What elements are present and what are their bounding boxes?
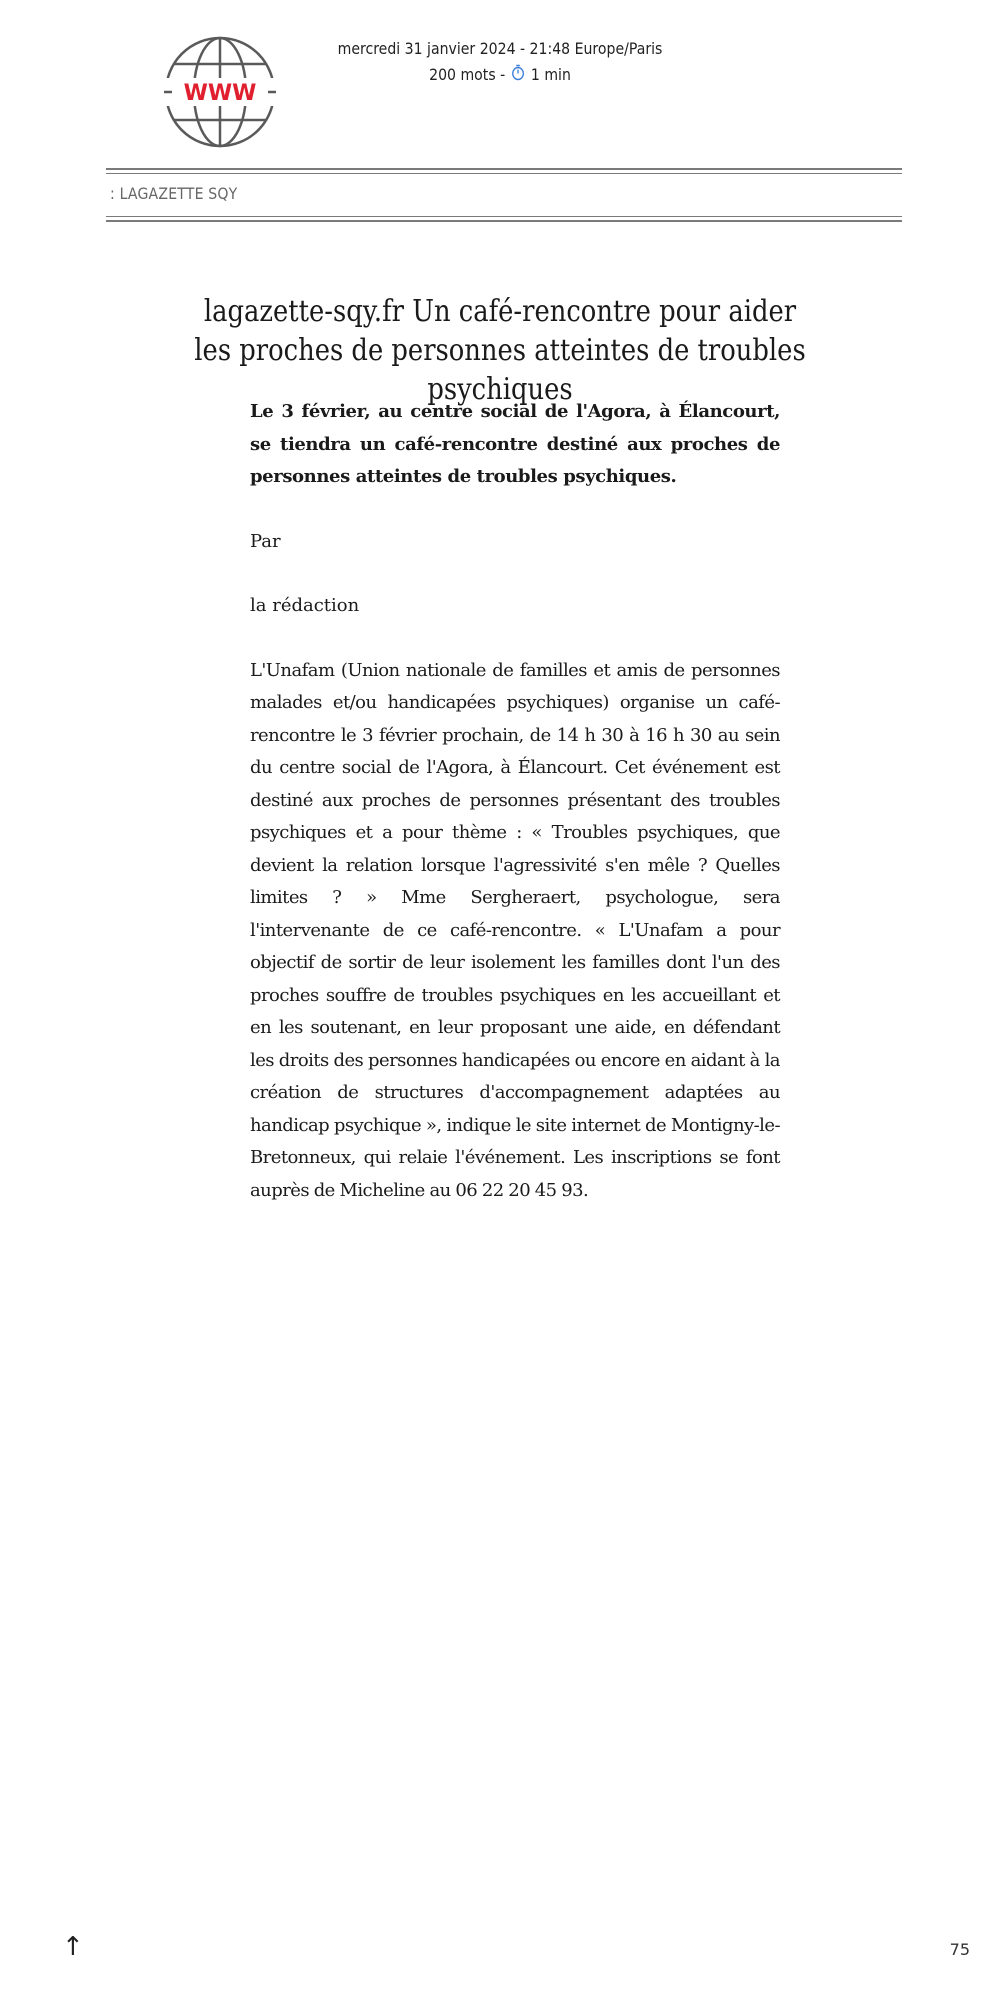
globe-icon — [158, 30, 282, 154]
word-count: 200 mots - — [429, 65, 506, 84]
back-to-top-arrow-icon[interactable]: ↑ — [62, 1932, 84, 1962]
clock-icon — [511, 63, 524, 89]
publication-datetime: mercredi 31 janvier 2024 - 21:48 Europe/Paris — [337, 39, 663, 58]
byline-prefix: Par — [250, 530, 281, 552]
article-title: lagazette-sqy.fr Un café-rencontre pour aider les proches de personnes atteintes de troubles psychiques — [194, 294, 806, 407]
byline-author: la rédaction — [250, 595, 360, 616]
www-globe-logo — [158, 30, 282, 154]
article-body: L'Unafam (Union nationale de familles et amis de personnes malades et/ou handicapées psychiques) organise un café-rencontre le 3 février prochain, de 14 h 30 à 16 h 30 au sein du centre social de l'Agora, à Élancourt. Cet événement est destiné aux proches de personnes présentant des troubles psychiques et a pour thème : « Troubles psychiques, que devient la relation lorsque l'agressivité s'en mêle ? Quelles limites ? » Mme Sergheraert, psychologue, sera l'intervenante de ce café-rencontre. « L'Unafam a pour objectif de sortir de leur isolement les familles dont l'un des proches souffre de troubles psychiques en les accueillant et en les soutenant, en leur proposant une aide, en défendant les droits des personnes handicapées ou encore en aidant à la création de structures d'accompagnement adaptées au handicap psychique », indique le site internet de Montigny-le-Bretonneux, qui relaie l'événement. Les inscriptions se font auprès de Micheline au 06 22 20 45 93. — [250, 659, 780, 1201]
read-time: 1 min — [530, 65, 571, 84]
article-meta — [324, 36, 676, 89]
article-lead: Le 3 février, au centre social de l'Agora, à Élancourt, se tiendra un café-rencontre destiné aux proches de personnes atteintes de troubles psychiques. — [250, 401, 780, 487]
header-rule-bottom — [106, 216, 902, 222]
logo-text: WWW — [183, 81, 257, 106]
source-label: : LAGAZETTE SQY — [110, 184, 238, 203]
header-rule-top — [106, 168, 902, 174]
article-content — [250, 396, 780, 1207]
page-number: 75 — [949, 1940, 970, 1959]
reading-info — [324, 62, 676, 89]
